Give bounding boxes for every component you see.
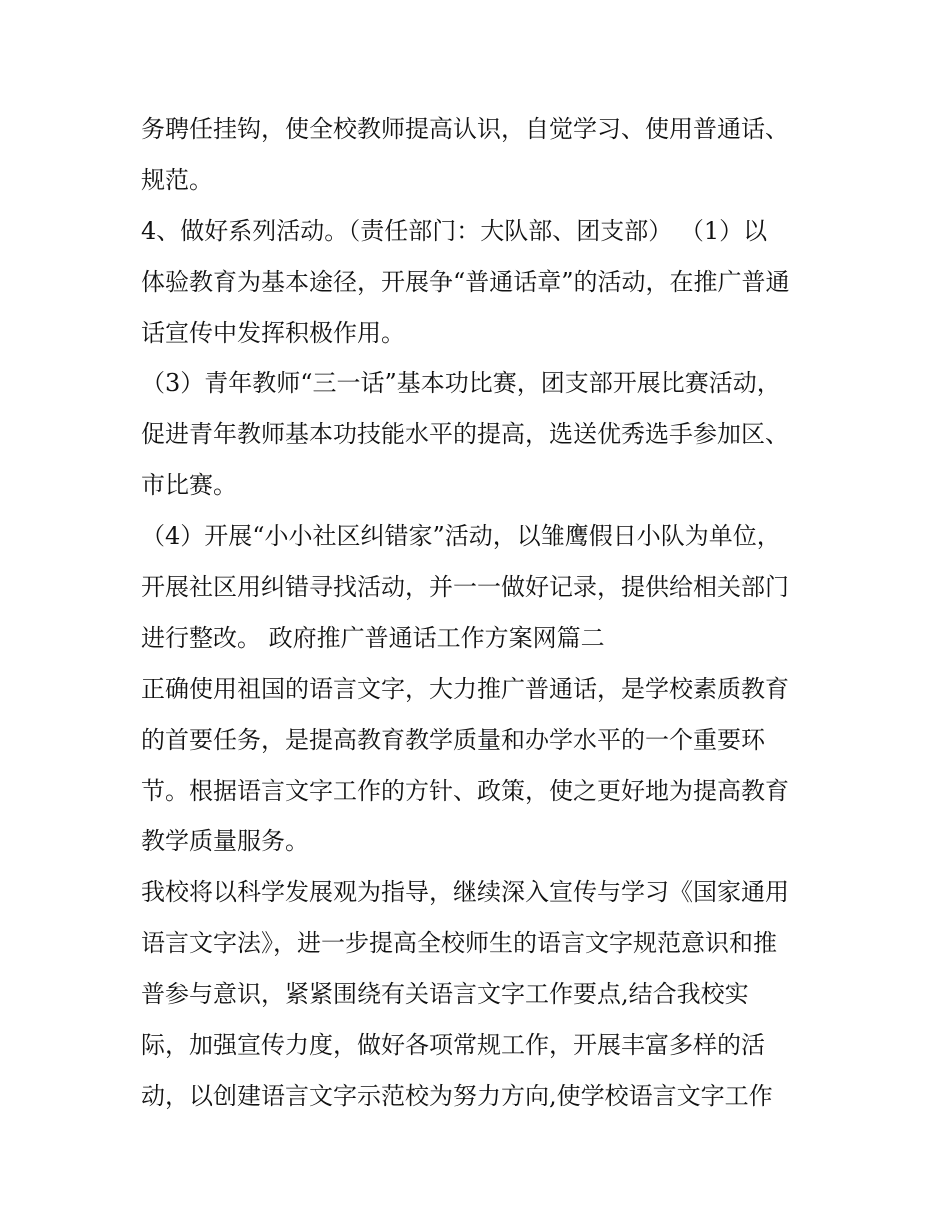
text-line: 市比赛。 — [141, 471, 237, 500]
text-line: 促进青年教师基本功技能水平的提高，选送优秀选手参加区、 — [141, 420, 789, 449]
text-line: 务聘任挂钩，使全校教师提高认识，自觉学习、使用普通话、 — [141, 115, 789, 143]
text-line: 际，加强宣传力度，做好各项常规工作，开展丰富多样的活 — [141, 1031, 765, 1060]
text-line: 教学质量服务。 — [141, 827, 309, 856]
text-line: 规范。 — [141, 165, 213, 194]
text-line: 我校将以科学发展观为指导，继续深入宣传与学习《国家通用 — [141, 878, 789, 907]
text-line: 语言文字法》，进一步提高全校师生的语言文字规范意识和推 — [141, 929, 777, 958]
text-line: 普参与意识，紧紧围绕有关语言文字工作要点,结合我校实 — [141, 980, 749, 1009]
text-line: 的首要任务，是提高教育教学质量和办学水平的一个重要环 — [141, 725, 765, 754]
text-line: 话宣传中发挥积极作用。 — [141, 318, 405, 347]
text-line: 开展社区用纠错寻找活动，并一一做好记录，提供给相关部门 — [141, 573, 789, 602]
text-line: （3）青年教师“三一话”基本功比赛，团支部开展比赛活动， — [141, 369, 781, 398]
text-line: 4、做好系列活动。（责任部门：大队部、团支部） （1）以 — [141, 216, 768, 245]
text-line: 动，以创建语言文字示范校为努力方向,使学校语言文字工作 — [141, 1081, 773, 1110]
text-line: 节。根据语言文字工作的方针、政策，使之更好地为提高教育 — [141, 776, 789, 805]
text-line: 进行整改。 政府推广普通话工作方案网篇二 — [141, 623, 605, 652]
body-text — [141, 104, 841, 1122]
text-line: 正确使用祖国的语言文字，大力推广普通话，是学校素质教育 — [141, 674, 789, 703]
text-line: 体验教育为基本途径，开展争“普通话章”的活动，在推广普通 — [141, 267, 790, 296]
text-line: （4）开展“小小社区纠错家”活动，以雏鹰假日小队为单位， — [141, 522, 781, 551]
